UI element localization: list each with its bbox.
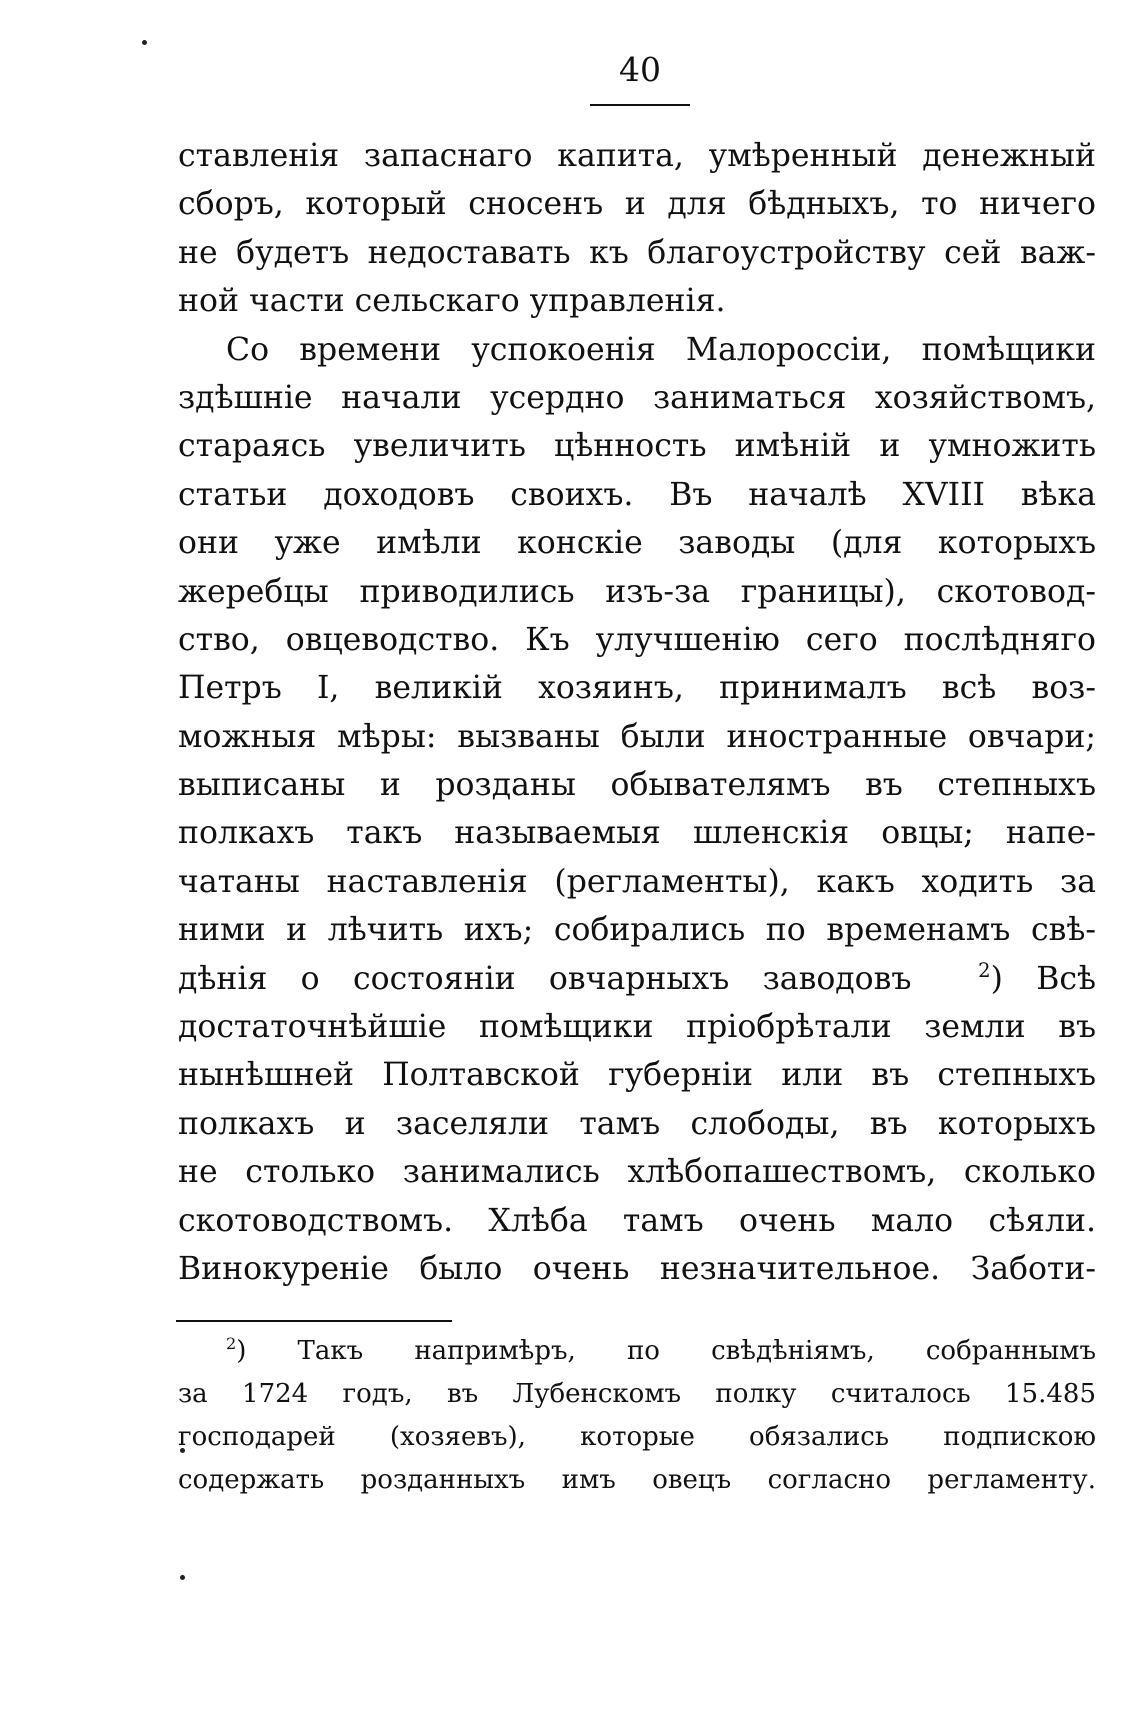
text-line: жеребцы приводились изъ-за границы), скотовод- [178,573,1096,610]
print-speck [142,40,147,45]
text-line: можныя мѣры: вызваны были иностранные овчари; [178,718,1096,755]
print-speck [180,1575,185,1580]
text-line: полкахъ такъ называемыя шленскія овцы; напе- [178,815,1096,852]
text-line: статьи доходовъ своихъ. Въ началѣ XVIII вѣка [178,476,1096,513]
text-line: ставленія запаснаго капита, умѣренный денежный [178,138,1096,174]
text-line: полкахъ и заселяли тамъ слободы, въ которыхъ [178,1105,1096,1142]
text-line: не столько занимались хлѣбопашествомъ, сколько [178,1154,1096,1191]
text-line: чатаны наставленія (регламенты), какъ ходить за [178,863,1096,900]
main-text [178,132,1096,1293]
page-number: 40 [619,50,661,89]
text-line: Петръ I, великій хозяинъ, принималъ всѣ воз- [178,670,1096,707]
footnote-rule [176,1320,452,1322]
text-line: сборъ, который сносенъ и для бѣдныхъ, то ничего [178,186,1096,223]
text-segment: ) Всѣ [990,960,1096,997]
footnote-line: содержать розданныхъ имъ овецъ согласно регламенту. [178,1465,1096,1495]
text-segment: ) Такъ напримѣръ, по свѣдѣніямъ, собраннымъ [236,1336,1096,1366]
text-line: Со времени успокоенія Малороссіи, помѣщики [226,331,1096,368]
text-line: нынѣшней Полтавской губерніи или въ степныхъ [178,1057,1096,1094]
text-line: ними и лѣчить ихъ; собирались по временамъ свѣ- [178,912,1096,949]
text-line: скотоводствомъ. Хлѣба тамъ очень мало сѣяли. [178,1202,1096,1239]
footnote-ref: 2 [978,958,991,982]
text-line: ство, овцеводство. Къ улучшенію сего послѣдняго [178,621,1096,658]
text-line-with-footnote-ref [178,955,1096,1003]
text-line: выписаны и розданы обывателямъ въ степныхъ [178,767,1096,804]
text-segment: дѣнія о состояніи овчарныхъ заводовъ [178,960,912,997]
footnote-line [178,1330,1096,1373]
text-line: ной части сельскаго управленія. [178,283,726,320]
footnote-line: за 1724 годъ, въ Лубенскомъ полку считалось 15.485 [178,1379,1096,1409]
page-number-rule [590,104,690,106]
footnote-marker: 2 [226,1334,237,1354]
footnote [178,1330,1096,1502]
text-line: стараясь увеличить цѣнность имѣній и умножить [178,428,1096,465]
footnote-line: господарей (хозяевъ), которые обязались подпискою [178,1422,1096,1452]
text-line: они уже имѣли конскіе заводы (для которыхъ [178,525,1096,562]
text-line: не будетъ недоставать къ благоустройству сей важ- [178,234,1096,271]
text-line: здѣшніе начали усердно заниматься хозяйствомъ, [178,379,1096,416]
text-line: достаточнѣйшіе помѣщики пріобрѣтали земли въ [178,1009,1096,1046]
text-line: Винокуреніе было очень незначительное. Заботи- [178,1250,1096,1287]
